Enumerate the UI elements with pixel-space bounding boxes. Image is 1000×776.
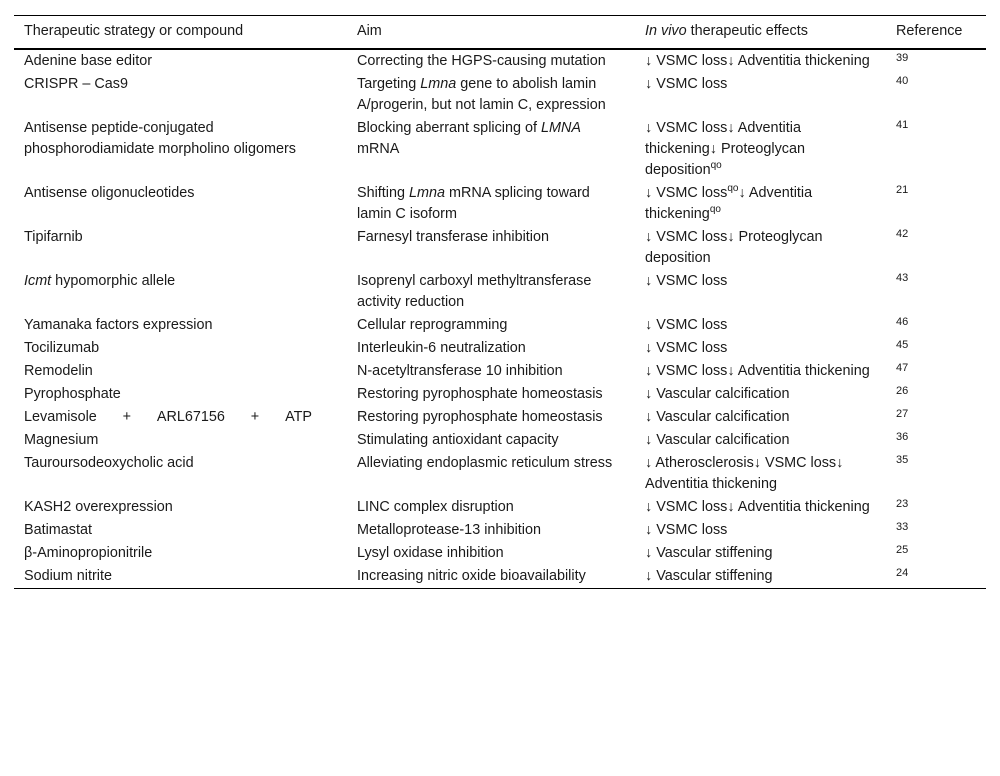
cell-aim: N-acetyltransferase 10 inhibition: [357, 363, 563, 379]
cell-strategy: Tipifarnib: [24, 229, 83, 245]
cell-strategy: Batimastat: [24, 522, 92, 538]
cell-aim: Alleviating endoplasmic reticulum stress: [357, 455, 613, 471]
gene-name: Lmna: [409, 185, 445, 201]
footnote-mark: qo: [710, 160, 722, 172]
cell-aim: Metalloprotease-13 inhibition: [357, 522, 541, 538]
cell-aim: Restoring pyrophosphate homeostasis: [357, 386, 603, 402]
table-body: [14, 49, 986, 589]
cell-strategy: Sodium nitrite: [24, 568, 112, 584]
cell-effects: ↓ VSMC loss↓ Adventitia thickening: [645, 363, 870, 379]
cell-strategy: Pyrophosphate: [24, 386, 121, 402]
cell-strategy: Remodelin: [24, 363, 93, 379]
cell-effects: ↓ VSMC loss: [645, 273, 728, 289]
aim-text: Blocking aberrant splicing of: [357, 120, 541, 136]
cell-effects: ↓ VSMC loss↓ Adventitia thickening: [645, 53, 870, 69]
effects-text: ↓ VSMC loss↓ Adventitia thickening↓ Proteoglycan deposition: [645, 120, 805, 178]
gene-name: Lmna: [420, 76, 457, 92]
table-row: [14, 49, 986, 73]
cell-aim: Restoring pyrophosphate homeostasis: [357, 409, 603, 425]
table-row: [14, 519, 986, 542]
cell-aim: Stimulating antioxidant capacity: [357, 432, 559, 448]
cell-strategy: [14, 270, 347, 314]
header-effects-italic: In vivo: [645, 23, 687, 39]
header-reference: Reference: [896, 23, 963, 39]
cell-aim: [347, 73, 635, 117]
table-row: [14, 226, 986, 270]
table-row: [14, 429, 986, 452]
cell-strategy: Magnesium: [24, 432, 99, 448]
cell-strategy: β-Aminopropionitrile: [24, 545, 153, 561]
table-row: [14, 337, 986, 360]
cell-effects: ↓ Vascular calcification: [645, 386, 790, 402]
strategy-text: hypomorphic allele: [51, 273, 176, 289]
aim-text: mRNA: [357, 141, 400, 157]
header-row: [14, 16, 986, 50]
aim-text: mRNA splicing toward lamin C isoform: [357, 185, 590, 222]
compound-name: ARL67156: [156, 409, 225, 425]
cell-reference: 21: [896, 184, 909, 196]
gene-name: LMNA: [540, 120, 581, 136]
cell-effects: [635, 117, 886, 182]
therapies-table-container: [14, 15, 986, 589]
cell-strategy: CRISPR – Cas9: [24, 76, 128, 92]
footnote-mark: qo: [727, 183, 739, 195]
cell-reference: 33: [896, 521, 909, 533]
cell-reference: 46: [896, 316, 909, 328]
table-row: [14, 496, 986, 519]
cell-reference: 47: [896, 362, 909, 374]
header-aim: Aim: [357, 23, 382, 39]
cell-effects: ↓ VSMC loss↓ Adventitia thickening: [645, 499, 870, 515]
table-row: [14, 73, 986, 117]
table-row: [14, 270, 986, 314]
compound-name: Levamisole: [24, 409, 97, 425]
cell-effects: ↓ Vascular stiffening: [645, 568, 773, 584]
cell-aim: Isoprenyl carboxyl methyltransferase activity reduction: [357, 273, 592, 310]
cell-effects: ↓ Atherosclerosis↓ VSMC loss↓ Adventitia thickening: [645, 455, 844, 492]
cell-strategy: Antisense peptide-conjugated phosphorodiamidate morpholino oligomers: [24, 120, 296, 157]
table-row: [14, 117, 986, 182]
cell-reference: 25: [896, 544, 909, 556]
cell-reference: 36: [896, 431, 909, 443]
cell-reference: 43: [896, 272, 909, 284]
cell-strategy: KASH2 overexpression: [24, 499, 173, 515]
cell-aim: Lysyl oxidase inhibition: [357, 545, 504, 561]
cell-effects: ↓ Vascular calcification: [645, 409, 790, 425]
strategy-combination: [24, 407, 312, 428]
table-row: [14, 565, 986, 589]
cell-aim: Correcting the HGPS-causing mutation: [357, 53, 606, 69]
table-row: [14, 542, 986, 565]
cell-aim: Increasing nitric oxide bioavailability: [357, 568, 586, 584]
compound-name: ATP: [285, 409, 312, 425]
table-row: [14, 360, 986, 383]
cell-effects: ↓ VSMC loss: [645, 340, 728, 356]
cell-strategy: Antisense oligonucleotides: [24, 185, 195, 201]
cell-effects: ↓ VSMC loss: [645, 317, 728, 333]
plus-sign: +: [122, 409, 132, 425]
aim-text: Shifting: [357, 185, 409, 201]
cell-strategy: Tocilizumab: [24, 340, 100, 356]
cell-aim: Farnesyl transferase inhibition: [357, 229, 549, 245]
therapies-table: [14, 15, 986, 589]
cell-effects: ↓ Vascular calcification: [645, 432, 790, 448]
plus-sign: +: [250, 409, 260, 425]
cell-reference: 40: [896, 75, 909, 87]
cell-aim: Cellular reprogramming: [357, 317, 508, 333]
table-row: [14, 383, 986, 406]
cell-aim: Interleukin-6 neutralization: [357, 340, 526, 356]
cell-aim: [347, 182, 635, 226]
header-effects: [635, 16, 886, 50]
cell-reference: 26: [896, 385, 909, 397]
table-row: [14, 452, 986, 496]
cell-effects: ↓ Vascular stiffening: [645, 545, 773, 561]
cell-reference: 39: [896, 52, 909, 64]
header-strategy: Therapeutic strategy or compound: [24, 23, 244, 39]
footnote-mark: qo: [709, 204, 721, 216]
aim-text: gene to abolish lamin A/progerin, but not lamin C, expression: [357, 76, 606, 113]
cell-strategy: Adenine base editor: [24, 53, 153, 69]
cell-effects: ↓ VSMC loss: [645, 522, 728, 538]
header-effects-rest: therapeutic effects: [686, 23, 808, 39]
cell-strategy: Yamanaka factors expression: [24, 317, 213, 333]
table-row: [14, 314, 986, 337]
cell-strategy: [14, 406, 347, 429]
effects-text: ↓ VSMC loss: [645, 185, 728, 201]
cell-reference: 35: [896, 454, 909, 466]
effects-text: ↓ Adventitia thickening: [645, 185, 813, 222]
cell-reference: 23: [896, 498, 909, 510]
table-row: [14, 182, 986, 226]
cell-effects: [635, 182, 886, 226]
cell-aim: [347, 117, 635, 182]
cell-effects: ↓ VSMC loss: [645, 76, 728, 92]
table-row: [14, 406, 986, 429]
cell-reference: 24: [896, 567, 909, 579]
cell-reference: 42: [896, 228, 909, 240]
cell-reference: 41: [896, 119, 909, 131]
table-header: [14, 16, 986, 50]
cell-strategy: Tauroursodeoxycholic acid: [24, 455, 194, 471]
cell-aim: LINC complex disruption: [357, 499, 514, 515]
cell-reference: 27: [896, 408, 909, 420]
cell-effects: ↓ VSMC loss↓ Proteoglycan deposition: [645, 229, 823, 266]
gene-name: Icmt: [24, 273, 52, 289]
cell-reference: 45: [896, 339, 909, 351]
aim-text: Targeting: [357, 76, 421, 92]
